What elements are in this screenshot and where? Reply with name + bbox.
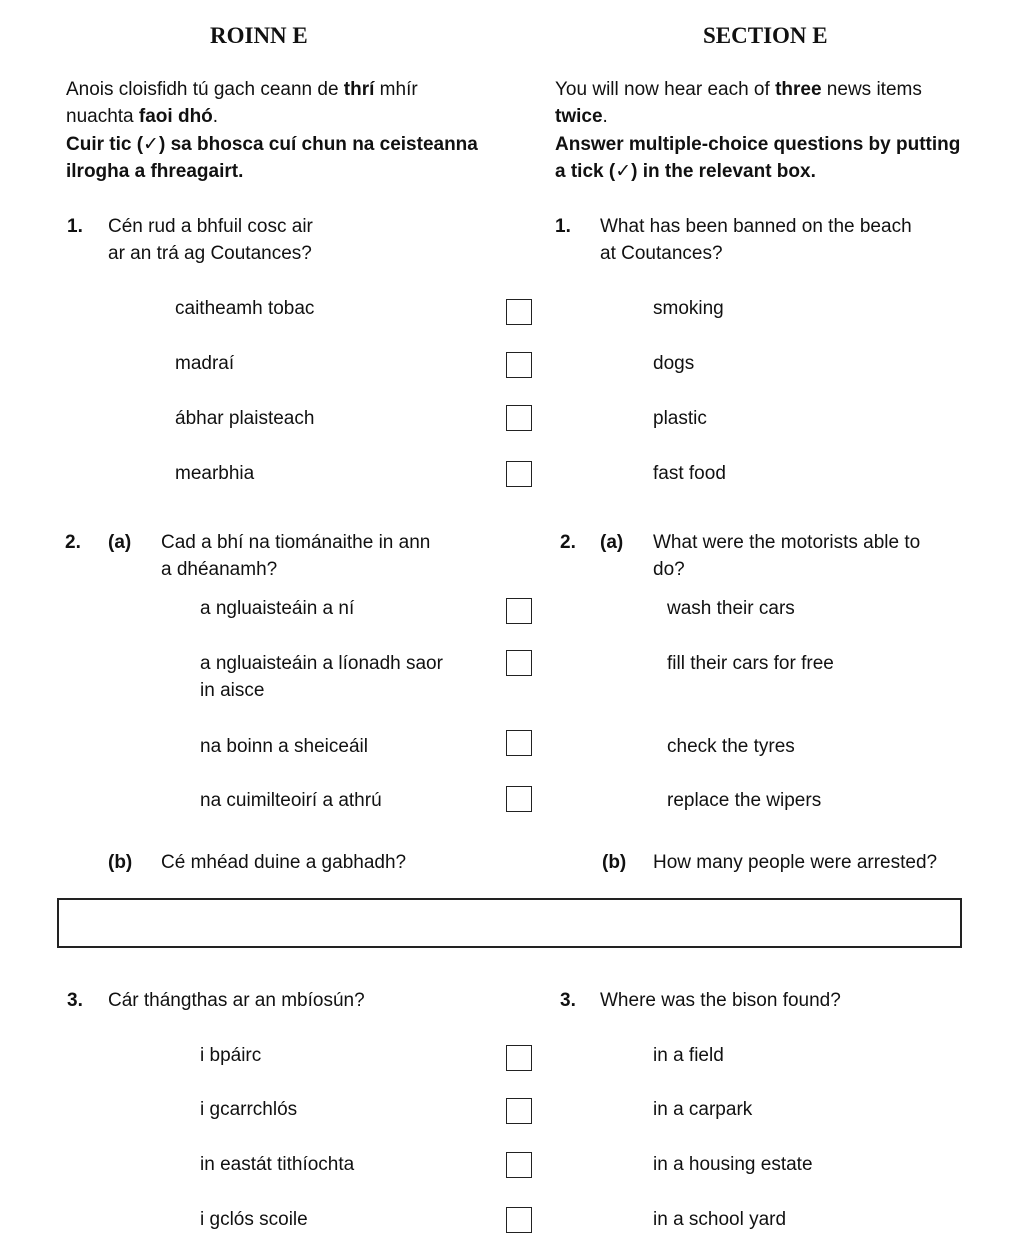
heading-irish: ROINN E bbox=[210, 23, 308, 48]
option-english: fast food bbox=[653, 463, 726, 484]
option-irish: mearbhia bbox=[175, 463, 255, 484]
option-irish: i bpáirc bbox=[200, 1045, 262, 1066]
option-english: smoking bbox=[653, 298, 724, 319]
option-irish: ábhar plaisteach bbox=[175, 408, 315, 429]
part-label: (b) bbox=[602, 852, 627, 873]
question-text-english: Where was the bison found? bbox=[600, 990, 841, 1011]
option-irish-continued: in aisce bbox=[200, 680, 265, 701]
answer-checkbox[interactable] bbox=[506, 461, 532, 487]
part-label: (b) bbox=[108, 852, 133, 873]
answer-checkbox[interactable] bbox=[506, 650, 532, 676]
option-irish: madraí bbox=[175, 353, 235, 374]
question-text-english: What were the motorists able to bbox=[653, 532, 921, 553]
answer-checkbox[interactable] bbox=[506, 299, 532, 325]
question-text-irish: a dhéanamh? bbox=[161, 559, 278, 580]
question-text-english: How many people were arrested? bbox=[653, 852, 938, 873]
question-text-english: at Coutances? bbox=[600, 243, 723, 264]
answer-checkbox[interactable] bbox=[506, 1045, 532, 1071]
option-irish: a ngluaisteáin a ní bbox=[200, 598, 355, 619]
question-number: 1. bbox=[67, 216, 83, 237]
option-irish: i gclós scoile bbox=[200, 1209, 308, 1230]
option-irish: na cuimilteoirí a athrú bbox=[200, 790, 382, 811]
question-text-english: What has been banned on the beach bbox=[600, 216, 912, 237]
question-text-english: do? bbox=[653, 559, 685, 580]
question-text-irish: Cad a bhí na tiománaithe in ann bbox=[161, 532, 431, 553]
option-english: replace the wipers bbox=[667, 790, 822, 811]
answer-checkbox[interactable] bbox=[506, 352, 532, 378]
answer-checkbox[interactable] bbox=[506, 598, 532, 624]
answer-checkbox[interactable] bbox=[506, 1207, 532, 1233]
option-irish: caitheamh tobac bbox=[175, 298, 315, 319]
option-irish: na boinn a sheiceáil bbox=[200, 736, 368, 757]
question-number: 3. bbox=[560, 990, 576, 1011]
answer-checkbox[interactable] bbox=[506, 405, 532, 431]
answer-checkbox[interactable] bbox=[506, 786, 532, 812]
question-text-irish: ar an trá ag Coutances? bbox=[108, 243, 312, 264]
option-english: check the tyres bbox=[667, 736, 795, 757]
question-number: 3. bbox=[67, 990, 83, 1011]
question-text-irish: Cár thángthas ar an mbíosún? bbox=[108, 990, 365, 1011]
question-number: 1. bbox=[555, 216, 571, 237]
answer-checkbox[interactable] bbox=[506, 730, 532, 756]
question-number: 2. bbox=[65, 532, 81, 553]
answer-text-box[interactable] bbox=[57, 898, 962, 948]
option-english: wash their cars bbox=[667, 598, 795, 619]
heading-english: SECTION E bbox=[703, 23, 828, 48]
option-english: dogs bbox=[653, 353, 695, 374]
part-label: (a) bbox=[108, 532, 132, 553]
option-english: fill their cars for free bbox=[667, 653, 834, 674]
part-label: (a) bbox=[600, 532, 624, 553]
option-irish: in eastát tithíochta bbox=[200, 1154, 355, 1175]
question-text-irish: Cén rud a bhfuil cosc air bbox=[108, 216, 313, 237]
option-english: in a housing estate bbox=[653, 1154, 813, 1175]
option-english: in a field bbox=[653, 1045, 724, 1066]
option-english: in a school yard bbox=[653, 1209, 787, 1230]
option-irish: a ngluaisteáin a líonadh saor bbox=[200, 653, 443, 674]
question-text-irish: Cé mhéad duine a gabhadh? bbox=[161, 852, 407, 873]
option-english: in a carpark bbox=[653, 1099, 753, 1120]
option-english: plastic bbox=[653, 408, 707, 429]
answer-checkbox[interactable] bbox=[506, 1098, 532, 1124]
answer-checkbox[interactable] bbox=[506, 1152, 532, 1178]
option-irish: i gcarrchlós bbox=[200, 1099, 298, 1120]
question-number: 2. bbox=[560, 532, 576, 553]
